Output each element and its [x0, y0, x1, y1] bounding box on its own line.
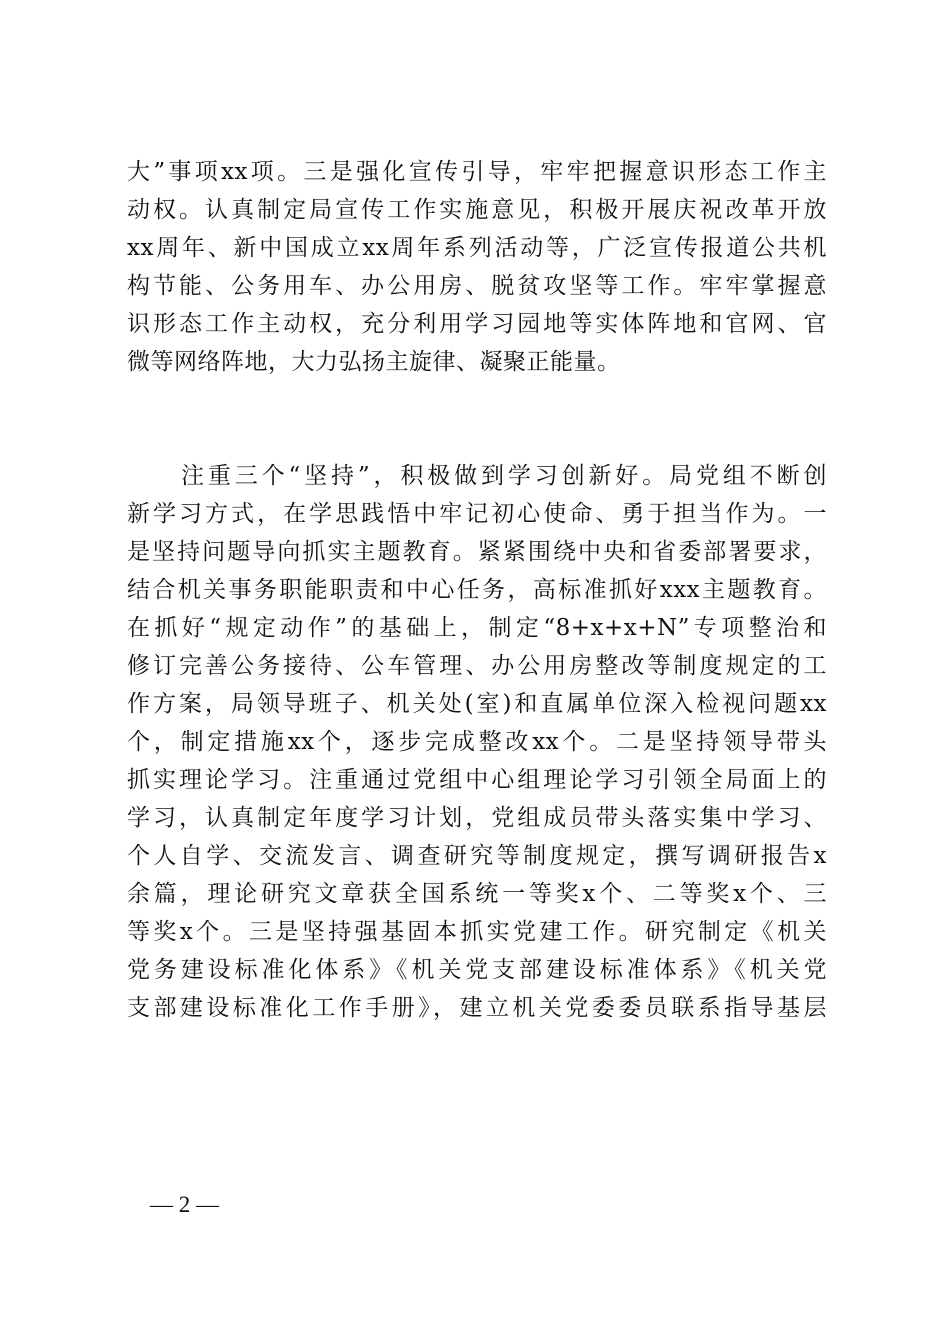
text-line: 抓实理论学习。注重通过党组中心组理论学习引领全局面上的	[127, 767, 827, 793]
page-number: — 2 —	[150, 1192, 219, 1217]
paragraph-publicity	[127, 153, 827, 381]
paragraph-three-persistences	[127, 457, 827, 1027]
text-line: 构节能、公务用车、办公用房、脱贫攻坚等工作。牢牢掌握意	[127, 273, 827, 299]
text-line: 微等网络阵地，大力弘扬主旋律、凝聚正能量。	[127, 349, 621, 375]
text-line: 新学习方式，在学思践悟中牢记初心使命、勇于担当作为。一	[127, 501, 827, 527]
text-line: 学习，认真制定年度学习计划，党组成员带头落实集中学习、	[127, 805, 827, 831]
text-line: 个，制定措施xx个，逐步完成整改xx个。二是坚持领导带头	[127, 729, 827, 755]
text-line: 余篇，理论研究文章获全国系统一等奖x个、二等奖x个、三	[127, 881, 827, 907]
text-line: 大”事项xx项。三是强化宣传引导，牢牢把握意识形态工作主	[127, 159, 827, 185]
text-line: 识形态工作主动权，充分利用学习园地等实体阵地和官网、官	[127, 311, 827, 337]
text-line: 是坚持问题导向抓实主题教育。紧紧围绕中央和省委部署要求，	[127, 539, 827, 565]
text-line: 修订完善公务接待、公车管理、办公用房整改等制度规定的工	[127, 653, 827, 679]
text-line: 注重三个“坚持”，积极做到学习创新好。局党组不断创	[181, 463, 827, 489]
text-line: 等奖x个。三是坚持强基固本抓实党建工作。研究制定《机关	[127, 919, 827, 945]
text-line: 动权。认真制定局宣传工作实施意见，积极开展庆祝改革开放	[127, 197, 827, 223]
text-line: xx周年、新中国成立xx周年系列活动等，广泛宣传报道公共机	[127, 235, 827, 261]
text-line: 结合机关事务职能职责和中心任务，高标准抓好xxx主题教育。	[127, 577, 827, 603]
text-line: 个人自学、交流发言、调查研究等制度规定，撰写调研报告x	[127, 843, 827, 869]
text-line: 支部建设标准化工作手册》，建立机关党委委员联系指导基层	[127, 995, 827, 1021]
text-line: 作方案，局领导班子、机关处(室)和直属单位深入检视问题xx	[127, 691, 827, 717]
text-line: 党务建设标准化体系》《机关党支部建设标准体系》《机关党	[127, 957, 827, 983]
text-line: 在抓好“规定动作”的基础上，制定“8+x+x+N”专项整治和	[127, 615, 827, 641]
